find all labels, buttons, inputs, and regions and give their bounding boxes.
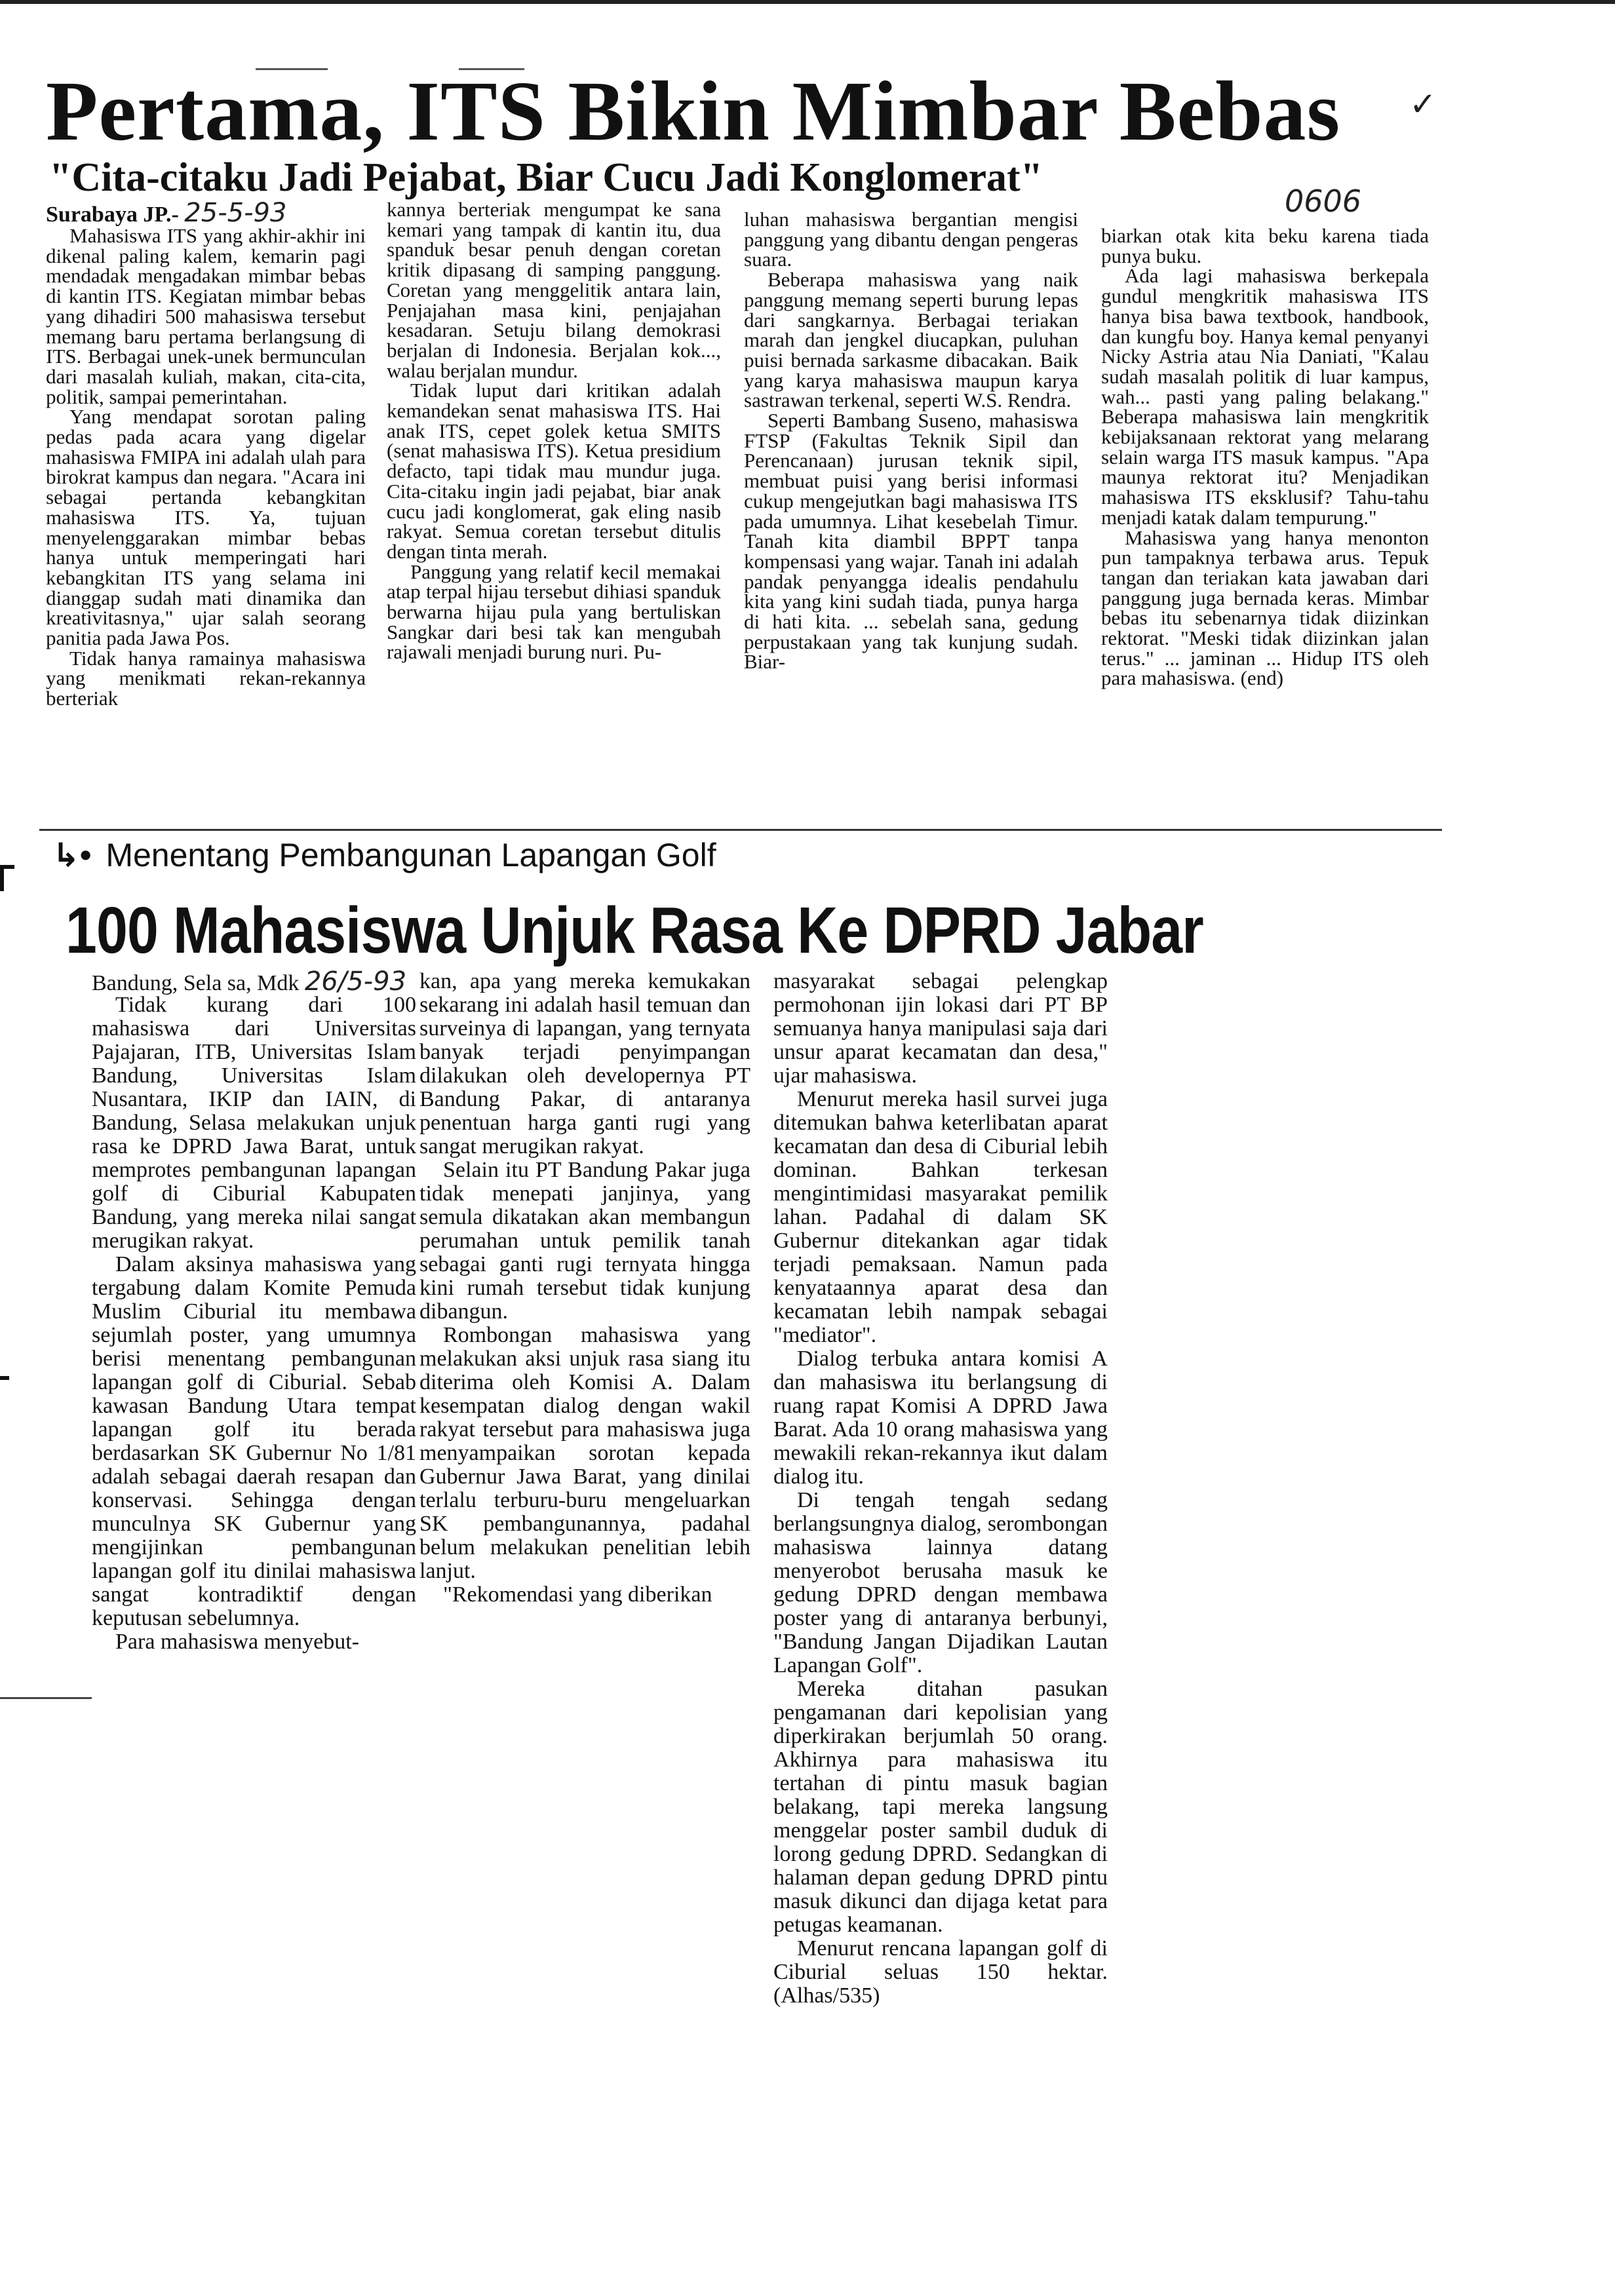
article1-handwritten-date: 25-5-93: [184, 198, 287, 228]
article2-paragraph: Menurut mereka hasil survei juga ditemukan bahwa keterlibatan aparat kecamatan dan desa di Ciburial lebih dominan. Bahkan terkesan mengintimidasi masyarakat pemilik lahan. Padahal di dalam SK Gubernur ditekankan agar tidak terjadi pemaksaan. Namun pada kenyataannya aparat desa dan kecamatan lebih nampak sebagai "mediator".: [773, 1087, 1108, 1347]
article2-column-3: [773, 970, 1108, 2008]
article2-paragraph: Dialog terbuka antara komisi A dan mahasiswa itu berlangsung di ruang rapat Komisi A DPRD Jawa Barat. Ada 10 orang mahasiswa yang mewakili rekan-rekannya ikut dalam dialog itu.: [773, 1347, 1108, 1489]
scan-margin-line: [0, 1697, 92, 1699]
article1-paragraph: Seperti Bambang Suseno, mahasiswa FTSP (Fakultas Teknik Sipil dan Perencanaan) jurusan teknik sipil, membuat puisi yang berisi informasi cukup mengejutkan bagi mahasiswa ITS pada umumnya. Lihat kesebelah Timur. Tanah kita diambil BPPT tanpa kompensasi yang wajar. Tanah ini adalah pandak penyangga idealis pendahulu kita yang kini sudah tiada, punya harga di hati kita. ... sebelah sana, gedung perpustakaan yang tak kunjung sudah. Biar-: [744, 409, 1078, 674]
article1-paragraph: Mahasiswa yang hanya menonton pun tampaknya terbawa arus. Tepuk tangan dan teriakan kata jawaban dari panggung juga bernada keras. Mimbar bebas itu sebenarnya tidak diizinkan rektorat. "Meski tidak diizinkan jalan terus." ... jaminan ... Hidup ITS oleh para mahasiswa. (end): [1101, 526, 1429, 690]
scan-margin-mark: [0, 1376, 9, 1380]
article2-kicker: [52, 835, 970, 875]
article1-column-2: [387, 200, 721, 662]
article1-column-3: [744, 210, 1078, 672]
article1-paragraph: Tidak hanya ramainya mahasiswa yang menikmati rekan-rekannya berteriak: [46, 646, 366, 710]
article2-paragraph: Selain itu PT Bandung Pakar juga tidak menepati janjinya, yang semula dikatakan akan membangun perumahan untuk pemilik tanah sebagai ganti rugi ternyata hingga kini rumah tersebut tidak kunjung dibangun.: [419, 1158, 750, 1324]
article1-paragraph: Mahasiswa ITS yang akhir-akhir ini dikenal paling kalem, kemarin pagi mendadak mengadakan mimbar bebas di kantin ITS. Kegiatan mimbar bebas yang dihadiri 500 mahasiswa tersebut memang baru pertama berlangsung di ITS. Berbagai unek-unek bermunculan dari masalah kuliah, makan, cita-cita, politik, sampai pemerintahan.: [46, 224, 366, 408]
article1-paragraph: Beberapa mahasiswa yang naik panggung memang seperti burung lepas dari sangkarnya. Berbagai teriakan marah dan jengkel diucapkan, puluhan puisi bernada sarkasme dibacakan. Baik yang karya mahasiswa maupun karya sastrawan terkenal, seperti W.S. Rendra.: [744, 268, 1078, 412]
article2-paragraph: Tidak kurang dari 100 mahasiswa dari Universitas Pajajaran, ITB, Universitas Islam Bandung, Universitas Islam Nusantara, IKIP dan IAIN, di Bandung, Selasa melakukan unjuk rasa ke DPRD Jawa Barat, untuk memprotes pembangunan lapangan golf di Ciburial Kabupaten Bandung, yang mereka nilai sangat merugikan rakyat.: [92, 993, 416, 1253]
article2-column-1: [92, 993, 416, 1654]
article1-paragraph: Tidak luput dari kritikan adalah kemandekan senat mahasiswa ITS. Hai anak ITS, cepet golek ketua SMITS (senat mahasiswa ITS). Ketua presidium defacto, tapi tidak mau mundur juga. Cita-citaku ingin jadi pejabat, biar anak cucu jadi konglomerat, gak eling nasib rakyat. Semua coretan tersebut ditulis dengan tinta merah.: [387, 379, 721, 563]
article2-paragraph: "Rekomendasi yang diberikan: [443, 1582, 712, 1607]
article2-paragraph: Di tengah tengah sedang berlangsungnya dialog, serombongan mahasiswa lainnya datang menyerobot berusaha masuk ke gedung DPRD dengan membawa poster yang di antaranya berbunyi, "Bandung Jangan Dijadikan Lautan Lapangan Golf".: [773, 1488, 1108, 1677]
article2-paragraph: Mereka ditahan pasukan pengamanan dari kepolisian yang diperkirakan berjumlah 50 orang. Akhirnya para mahasiswa itu tertahan di pintu masuk bagian belakang, tapi mereka langsung menggelar poster sambil duduk di lorong gedung DPRD. Sedangkan di halaman depan gedung DPRD pintu masuk dikunci dan dijaga ketat para petugas keamanan.: [773, 1677, 1108, 1937]
article1-paragraph: Yang mendapat sorotan paling pedas pada acara yang digelar mahasiswa FMIPA ini adalah ulah para birokrat kampus dan negara. "Acara ini sebagai pertanda kebangkitan mahasiswa ITS. Ya, tujuan menyelenggarakan mimbar bebas hanya untuk memperingati hari kebangkitan ITS yang selama ini dianggap sudah mati dinamika dan kreativitasnya," ujar salah seorang panitia pada Jawa Pos.: [46, 405, 366, 650]
article2-paragraph: masyarakat sebagai pelengkap permohonan ijin lokasi dari PT BP semuanya hanya manipulasi saja dari unsur aparat kecamatan dan desa," ujar mahasiswa.: [773, 969, 1108, 1088]
scan-top-edge: [0, 0, 1615, 4]
article2-kicker-text: Menentang Pembangunan Lapangan Golf: [106, 837, 716, 873]
article-separator: [39, 829, 1442, 831]
article1-paragraph: kannya berteriak mengumpat ke sana kemari yang tampak di kantin itu, dua spanduk besar penuh dengan coretan kritik dipasang di samping panggung. Coretan yang menggelitik antara lain, Penjajahan masa kini, penjajahan kesadaran. Setuju bilang demokrasi berjalan di Indonesia. Berjalan kok..., walau berjalan mundur.: [387, 198, 721, 382]
article2-paragraph: Menurut rencana lapangan golf di Ciburial seluas 150 hektar. (Alhas/535): [773, 1936, 1108, 2008]
bullet-arrow-icon: ↳•: [52, 837, 92, 873]
article1-column-4: [1101, 226, 1429, 689]
article1-paragraph: biarkan otak kita beku karena tiada punya buku.: [1101, 224, 1429, 267]
article1-column-1: [46, 226, 366, 709]
article2-paragraph: kan, apa yang mereka kemukakan sekarang ini adalah hasil temuan dan surveinya di lapangan, yang ternyata banyak terjadi penyimpangan dilakukan oleh developernya PT Bandung Pakar, di antaranya penentuan harga ganti rugi yang sangat merugikan rakyat.: [419, 969, 750, 1158]
article2-dateline: [92, 966, 407, 997]
article1-dateline-text: Surabaya JP.-: [46, 202, 179, 227]
handwritten-tick-mark: ✓: [1409, 85, 1437, 123]
article2-paragraph: Dalam aksinya mahasiswa yang tergabung dalam Komite Pemuda Muslim Ciburial itu membawa sejumlah poster, yang umumnya berisi menentang pembangunan lapangan golf di Ciburial. Sebab kawasan Bandung Utara tempat lapangan golf itu berada berdasarkan SK Gubernur No 1/81 adalah sebagai daerah resapan dan konservasi. Sehingga dengan munculnya SK Gubernur yang mengijinkan pembangunan lapangan golf itu dinilai mahasiswa sangat kontradiktif dengan keputusan sebelumnya.: [92, 1252, 416, 1630]
article1-paragraph: luhan mahasiswa bergantian mengisi panggung yang dibantu dengan pengeras suara.: [744, 208, 1078, 271]
scan-margin-mark: [0, 865, 4, 891]
article2-handwritten-date: 26/5-93: [304, 966, 407, 997]
article2-headline: 100 Mahasiswa Unjuk Rasa Ke DPRD Jabar: [66, 894, 1203, 967]
article1-paragraph: Ada lagi mahasiswa berkepala gundul mengkritik mahasiswa ITS hanya bisa bawa textbook, handbook, dan kungfu boy. Hanya kemal penyanyi Nicky Astria atau Nia Daniati, "Kalau sudah masalah politik di luar kampus, wah... pasti yang paling belakang." Beberapa mahasiswa lain mengkritik kebijaksanaan rektorat yang melarang selain warga ITS masuk kampus. "Apa maunya rektorat itu? Menjadikan mahasiswa ITS eksklusif? Tahu-tahu menjadi katak dalam tempurung.": [1101, 264, 1429, 529]
article2-dateline-text: Bandung, Sela sa, Mdk: [92, 971, 300, 995]
article1-handwritten-code: 0606: [1285, 183, 1362, 219]
article2-paragraph: Para mahasiswa menyebut-: [115, 1630, 359, 1654]
article1-headline: Pertama, ITS Bikin Mimbar Bebas: [46, 64, 1341, 159]
article1-subheadline: "Cita-citaku Jadi Pejabat, Biar Cucu Jadi Konglomerat": [49, 155, 1043, 200]
article2-column-2: [419, 970, 750, 1607]
article2-paragraph: Rombongan mahasiswa yang melakukan aksi unjuk rasa siang itu diterima oleh Komisi A. Dalam kesempatan dialog dengan wakil rakyat tersebut para mahasiswa juga menyampaikan sorotan kepada Gubernur Jawa Barat, yang dinilai terlalu terburu-buru mengeluarkan SK pembangunannya, padahal belum melakukan penelitian lebih lanjut.: [419, 1323, 750, 1583]
article1-paragraph: Panggung yang relatif kecil memakai atap terpal hijau tersebut dihiasi spanduk berwarna hijau pula yang bertuliskan Sangkar dari besi tak kan mengubah rajawali menjadi burung nuri. Pu-: [387, 560, 721, 664]
